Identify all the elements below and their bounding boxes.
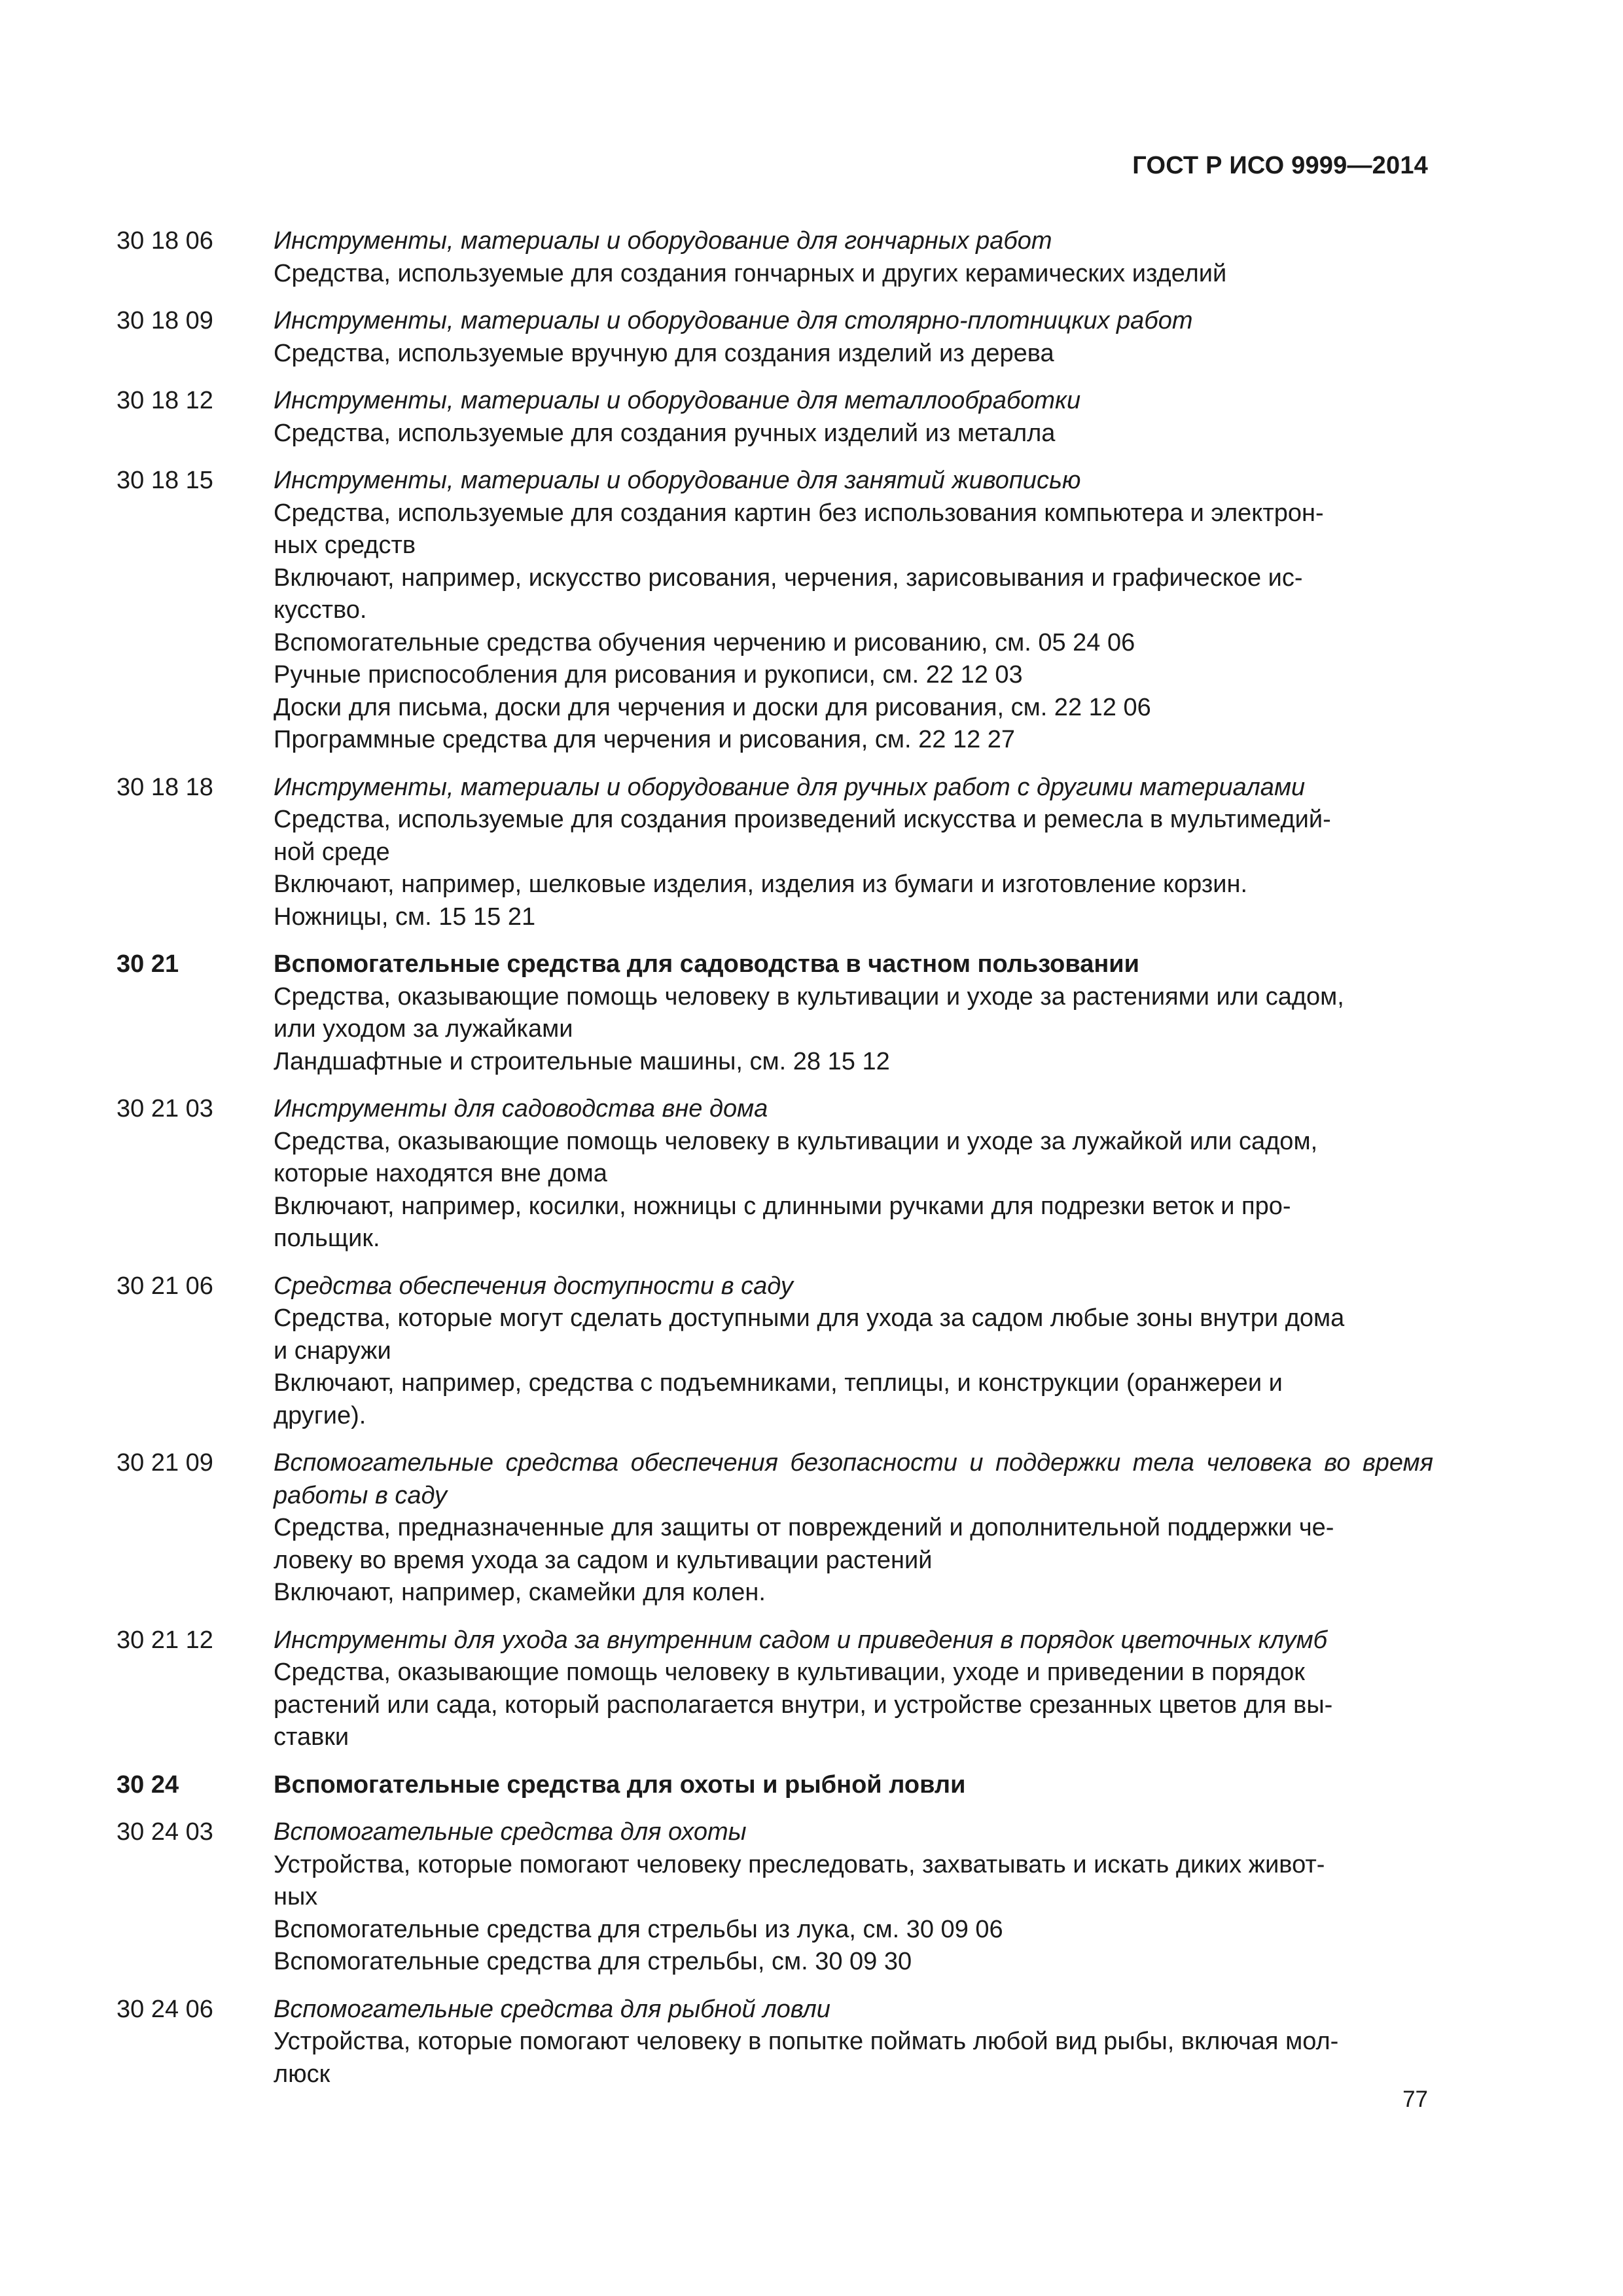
entry-description-line: которые находятся вне дома: [274, 1160, 607, 1187]
entry-description-line: Средства, оказывающие помощь человеку в культивации и уходе за лужайкой или садом,: [274, 1127, 1318, 1155]
entry-body: [274, 1994, 1433, 2091]
classification-entry: [116, 1447, 1433, 1609]
entry-body: [274, 225, 1433, 290]
classification-entry: [116, 305, 1433, 370]
entry-description-line: кусство.: [274, 596, 367, 624]
entry-description-line: Включают, например, косилки, ножницы с длинными ручками для подрезки веток и про-: [274, 1192, 1291, 1220]
entry-code: 30 18 09: [116, 307, 213, 334]
entry-code: 30 21 06: [116, 1272, 213, 1300]
classification-entry: [116, 1093, 1433, 1255]
entry-description-line: Вспомогательные средства для стрельбы, см. 30 09 30: [274, 1948, 912, 1975]
entry-description-line: люск: [274, 2060, 330, 2088]
entry-title: Инструменты, материалы и оборудование для столярно-плотницких работ: [274, 307, 1193, 334]
classification-list: [116, 225, 1433, 2106]
classification-entry: [116, 1270, 1433, 1433]
entry-description-line: Ножницы, см. 15 15 21: [274, 903, 536, 931]
entry-code: 30 18 15: [116, 467, 213, 494]
entry-title: Вспомогательные средства для садоводства в частном пользовании: [274, 950, 1140, 978]
entry-description-line: ловеку во время ухода за садом и культивации растений: [274, 1546, 933, 1574]
entry-description-line: Средства, используемые для создания произведений искусства и ремесла в мультимедий-: [274, 806, 1331, 833]
entry-title: Инструменты для садоводства вне дома: [274, 1095, 768, 1122]
classification-entry: [116, 1816, 1433, 1979]
entry-code: 30 21 03: [116, 1095, 213, 1122]
entry-description-line: Включают, например, искусство рисования, черчения, зарисовывания и графическое ис-: [274, 564, 1303, 592]
entry-code: 30 24 03: [116, 1818, 213, 1846]
entry-title: Средства обеспечения доступности в саду: [274, 1272, 793, 1300]
entry-description-line: Средства, предназначенные для защиты от повреждений и дополнительной поддержки че-: [274, 1514, 1334, 1541]
entry-title: Инструменты для ухода за внутренним садом и приведения в порядок цветочных клумб: [274, 1626, 1328, 1654]
entry-description-line: ных: [274, 1883, 318, 1910]
page-number: 77: [1402, 2087, 1428, 2112]
entry-code: 30 24: [116, 1770, 179, 1799]
classification-entry: [116, 465, 1433, 757]
entry-title: Инструменты, материалы и оборудование для гончарных работ: [274, 227, 1052, 255]
entry-description-line: или уходом за лужайками: [274, 1015, 573, 1043]
entry-code: 30 18 12: [116, 387, 213, 414]
entry-title: Вспомогательные средства обеспечения безопасности и поддержки тела человека во время работы в саду: [274, 1449, 1433, 1509]
entry-code: 30 24 06: [116, 1995, 213, 2023]
group-entry: [116, 1769, 1433, 1802]
classification-entry: [116, 1624, 1433, 1754]
entry-body: [274, 385, 1433, 450]
entry-description-line: Включают, например, шелковые изделия, изделия из бумаги и изготовление корзин.: [274, 870, 1248, 898]
entry-body: [274, 948, 1433, 1078]
entry-description-line: Средства, используемые для создания картин без использования компьютера и электрон-: [274, 499, 1324, 527]
group-entry: [116, 948, 1433, 1078]
entry-description-line: Средства, используемые для создания гончарных и других керамических изделий: [274, 259, 1227, 287]
entry-description-line: Ручные приспособления для рисования и рукописи, см. 22 12 03: [274, 661, 1023, 689]
entry-code: 30 18 18: [116, 773, 213, 801]
entry-title: Вспомогательные средства для рыбной ловли: [274, 1995, 830, 2023]
entry-description-line: Вспомогательные средства обучения черчению и рисованию, см. 05 24 06: [274, 628, 1135, 656]
entry-description-line: Средства, оказывающие помощь человеку в культивации, уходе и приведении в порядок: [274, 1659, 1305, 1686]
classification-entry: [116, 385, 1433, 450]
classification-entry: [116, 225, 1433, 290]
entry-body: [274, 1624, 1433, 1754]
entry-description-line: Устройства, которые помогают человеку преследовать, захватывать и искать диких живот-: [274, 1850, 1325, 1878]
entry-body: [274, 1816, 1433, 1979]
classification-entry: [116, 1994, 1433, 2091]
entry-description-line: ных средств: [274, 531, 416, 559]
entry-description-line: Средства, используемые вручную для создания изделий из дерева: [274, 339, 1054, 367]
entry-description-line: Включают, например, скамейки для колен.: [274, 1579, 766, 1606]
entry-body: [274, 1093, 1433, 1255]
entry-description-line: ной среде: [274, 838, 390, 866]
entry-description-line: Программные средства для черчения и рисования, см. 22 12 27: [274, 726, 1016, 753]
entry-code: 30 21 12: [116, 1626, 213, 1654]
entry-body: [274, 1270, 1433, 1433]
entry-description-line: Вспомогательные средства для стрельбы из лука, см. 30 09 06: [274, 1915, 1003, 1943]
entry-description-line: Средства, оказывающие помощь человеку в культивации и уходе за растениями или садом,: [274, 982, 1344, 1011]
entry-description-line: ставки: [274, 1723, 349, 1751]
entry-description-line: растений или сада, который располагается внутри, и устройстве срезанных цветов для вы-: [274, 1691, 1333, 1719]
document-header: ГОСТ Р ИСО 9999—2014: [1132, 152, 1428, 179]
entry-body: [274, 772, 1433, 934]
entry-body: [274, 1769, 1433, 1802]
entry-description-line: и снаружи: [274, 1336, 391, 1365]
entry-body: [274, 1447, 1433, 1609]
entry-description-line: Средства, которые могут сделать доступными для ухода за садом любые зоны внутри дома: [274, 1304, 1345, 1332]
entry-title: Инструменты, материалы и оборудование для ручных работ с другими материалами: [274, 773, 1306, 801]
entry-description-line: Средства, используемые для создания ручных изделий из металла: [274, 419, 1056, 447]
entry-description-line: Доски для письма, доски для черчения и доски для рисования, см. 22 12 06: [274, 693, 1151, 721]
entry-description-line: польщик.: [274, 1225, 380, 1252]
entry-description-line: Включают, например, средства с подъемниками, теплицы, и конструкции (оранжереи и: [274, 1369, 1283, 1397]
entry-title: Инструменты, материалы и оборудование для металлообработки: [274, 387, 1081, 414]
entry-title: Инструменты, материалы и оборудование для занятий живописью: [274, 467, 1081, 494]
entry-title: Вспомогательные средства для охоты и рыбной ловли: [274, 1770, 966, 1799]
entry-code: 30 21 09: [116, 1449, 213, 1477]
entry-description-line: Устройства, которые помогают человеку в попытке поймать любой вид рыбы, включая мол-: [274, 2028, 1339, 2055]
entry-body: [274, 465, 1433, 757]
entry-title: Вспомогательные средства для охоты: [274, 1818, 747, 1846]
entry-code: 30 18 06: [116, 227, 213, 255]
entry-body: [274, 305, 1433, 370]
classification-entry: [116, 772, 1433, 934]
entry-code: 30 21: [116, 950, 179, 978]
entry-description-line: другие).: [274, 1401, 366, 1429]
entry-description-line: Ландшафтные и строительные машины, см. 28 15 12: [274, 1047, 890, 1075]
